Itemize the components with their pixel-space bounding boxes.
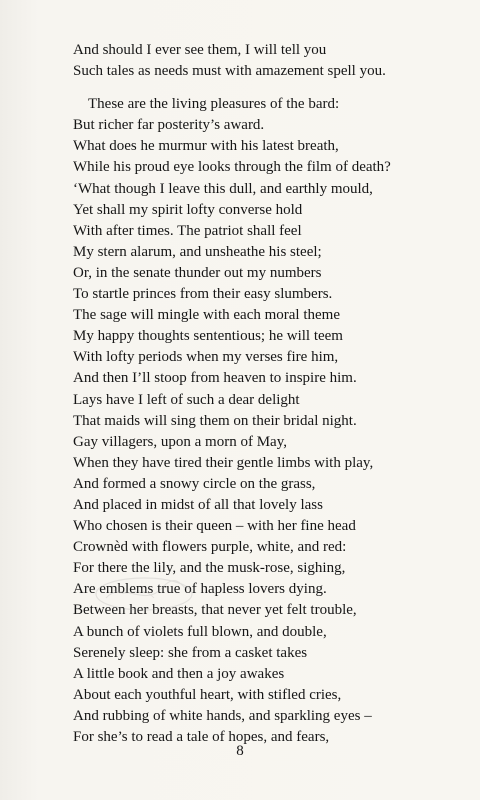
poem-line: My happy thoughts sententious; he will teem <box>73 328 343 345</box>
poem-line: And should I ever see them, I will tell you <box>73 42 327 58</box>
poem-line: Gay villagers, upon a morn of May, <box>73 433 287 450</box>
poem-line: To startle princes from their easy slumbers. <box>73 286 333 303</box>
stanza-1 <box>73 40 473 82</box>
poem-line: But richer far posterity’s award. <box>73 117 265 134</box>
poem-line: About each youthful heart, with stifled cries, <box>73 686 342 703</box>
poem-line: When they have tired their gentle limbs with play, <box>73 454 374 471</box>
poem-line: And placed in midst of all that lovely lass <box>73 496 323 513</box>
page-number: 8 <box>236 743 244 759</box>
poem-line: Between her breasts, that never yet felt trouble, <box>73 602 357 619</box>
poem-line: What does he murmur with his latest breath, <box>73 138 339 155</box>
poem-line: A bunch of violets full blown, and double, <box>73 623 327 640</box>
poem-line: Yet shall my spirit lofty converse hold <box>73 201 303 218</box>
poem-line: And then I’ll stoop from heaven to inspire him. <box>73 370 357 387</box>
poem-line: Are emblems true of hapless lovers dying. <box>73 581 327 598</box>
poem-text <box>73 40 473 748</box>
poem-line: Who chosen is their queen – with her fine head <box>73 518 356 535</box>
poem-line: And formed a snowy circle on the grass, <box>73 475 316 492</box>
poem-line: The sage will mingle with each moral theme <box>73 307 340 324</box>
poem-line: Such tales as needs must with amazement spell you. <box>73 63 386 80</box>
poem-line: With lofty periods when my verses fire him, <box>73 349 339 366</box>
poem-line: Crownèd with flowers purple, white, and red: <box>73 539 347 556</box>
stanza-2 <box>73 94 473 748</box>
poem-line: These are the living pleasures of the bard: <box>88 96 340 113</box>
poem-line: Serenely sleep: she from a casket takes <box>73 644 308 661</box>
poem-line: A little book and then a joy awakes <box>73 665 285 682</box>
poem-line: Or, in the senate thunder out my numbers <box>73 264 322 281</box>
poem-line: That maids will sing them on their bridal night. <box>73 412 357 429</box>
poem-line: And rubbing of white hands, and sparkling eyes – <box>73 707 372 724</box>
poem-line: For she’s to read a tale of hopes, and fears, <box>73 729 330 745</box>
poem-line: With after times. The patriot shall feel <box>73 222 302 239</box>
poem-line: Lays have I left of such a dear delight <box>73 391 300 408</box>
poem-line: My stern alarum, and unsheathe his steel; <box>73 243 322 260</box>
poem-line: While his proud eye looks through the film of death? <box>73 159 391 176</box>
poem-line: ‘What though I leave this dull, and earthly mould, <box>73 180 373 197</box>
poem-line: For there the lily, and the musk-rose, sighing, <box>73 560 346 577</box>
stanza-break <box>73 82 473 94</box>
